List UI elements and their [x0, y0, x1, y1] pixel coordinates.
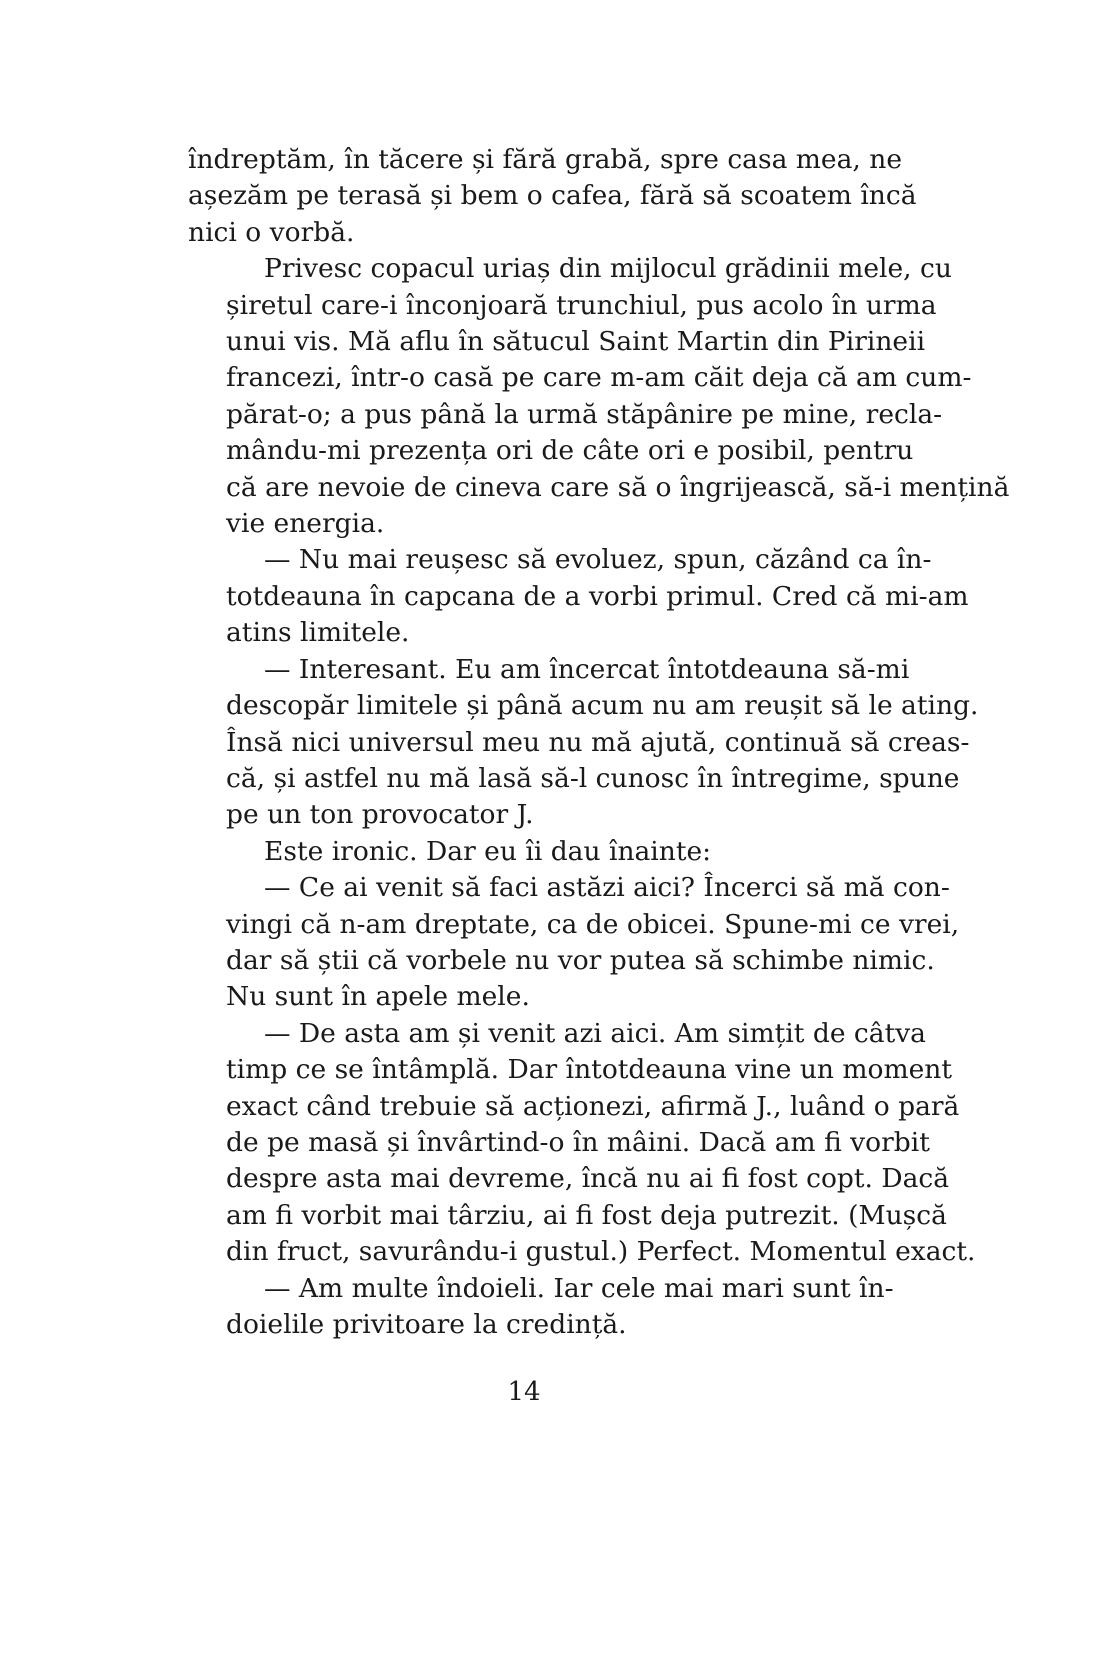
text-line: — Nu mai reușesc să evoluez, spun, căzând ca în-: [264, 544, 932, 576]
page-number: 14: [507, 1377, 541, 1407]
text-line: Este ironic. Dar eu îi dau înainte:: [264, 835, 712, 867]
text-line: vingi că n-am dreptate, ca de obicei. Spune-mi ce vrei,: [226, 908, 960, 940]
text-line: așezăm pe terasă și bem o cafea, fără să scoatem încă: [188, 180, 917, 212]
paragraph: [188, 142, 917, 251]
text-block: [188, 142, 1010, 1343]
text-line: mându-mi prezența ori de câte ori e posibil, pentru: [226, 435, 914, 467]
text-line: nici o vorbă.: [188, 216, 355, 248]
text-line: — Interesant. Eu am încercat întotdeauna să-mi: [264, 653, 910, 685]
text-line: am fi vorbit mai târziu, ai fi fost deja putrezit. (Mușcă: [226, 1199, 947, 1231]
text-line: Privesc copacul uriaș din mijlocul grădinii mele, cu: [264, 253, 952, 285]
paragraph: [188, 652, 979, 834]
text-line: exact când trebuie să acționezi, afirmă J., luând o pară: [226, 1090, 960, 1122]
text-line: doielile privitoare la credință.: [226, 1309, 627, 1340]
text-line: — Am multe îndoieli. Iar cele mai mari sunt în-: [264, 1272, 894, 1304]
text-line: că, și astfel nu mă lasă să-l cunosc în întregime, spune: [226, 762, 960, 794]
text-line: de pe masă și învârtind-o în mâini. Dacă am fi vorbit: [226, 1126, 930, 1158]
text-line: — Ce ai venit să faci astăzi aici? Încerci să mă con-: [264, 872, 950, 904]
text-line: Însă nici universul meu nu mă ajută, continuă să creas-: [226, 726, 970, 758]
text-line: unui vis. Mă aflu în sătucul Saint Martin din Pirineii: [226, 326, 926, 358]
text-line: șiretul care-i înconjoară trunchiul, pus acolo în urma: [226, 289, 937, 321]
text-line: dar să știi că vorbele nu vor putea să schimbe nimic.: [226, 944, 935, 976]
paragraph: [188, 542, 969, 651]
text-line: părat-o; a pus până la urmă stăpânire pe mine, recla-: [226, 398, 943, 430]
text-line: despre asta mai devreme, încă nu ai fi fost copt. Dacă: [226, 1163, 950, 1195]
text-line: din fruct, savurându-i gustul.) Perfect. Momentul exact.: [226, 1236, 976, 1268]
paragraph: [188, 1271, 894, 1344]
text-line: timp ce se întâmplă. Dar întotdeauna vine un moment: [226, 1054, 953, 1086]
paragraph: [188, 834, 860, 870]
text-line: totdeauna în capcana de a vorbi primul. Cred că mi-am: [226, 580, 969, 612]
text-line: că are nevoie de cineva care să o îngrijească, să-i mențină: [226, 471, 1010, 503]
text-line: descopăr limitele și până acum nu am reușit să le ating.: [226, 690, 979, 722]
text-line: vie energia.: [226, 508, 385, 540]
text-line: îndreptăm, în tăcere și fără grabă, spre casa mea, ne: [188, 144, 902, 175]
text-line: atins limitele.: [226, 617, 410, 649]
text-line: pe un ton provocator J.: [226, 799, 534, 831]
text-line: — De asta am și venit azi aici. Am simțit de câtva: [264, 1017, 926, 1049]
text-line: Nu sunt în apele mele.: [226, 981, 530, 1013]
paragraph: [188, 870, 960, 1016]
text-line: francezi, într-o casă pe care m-am căit deja că am cum-: [226, 362, 972, 394]
paragraph: [188, 1016, 976, 1271]
paragraph: [188, 251, 1010, 542]
